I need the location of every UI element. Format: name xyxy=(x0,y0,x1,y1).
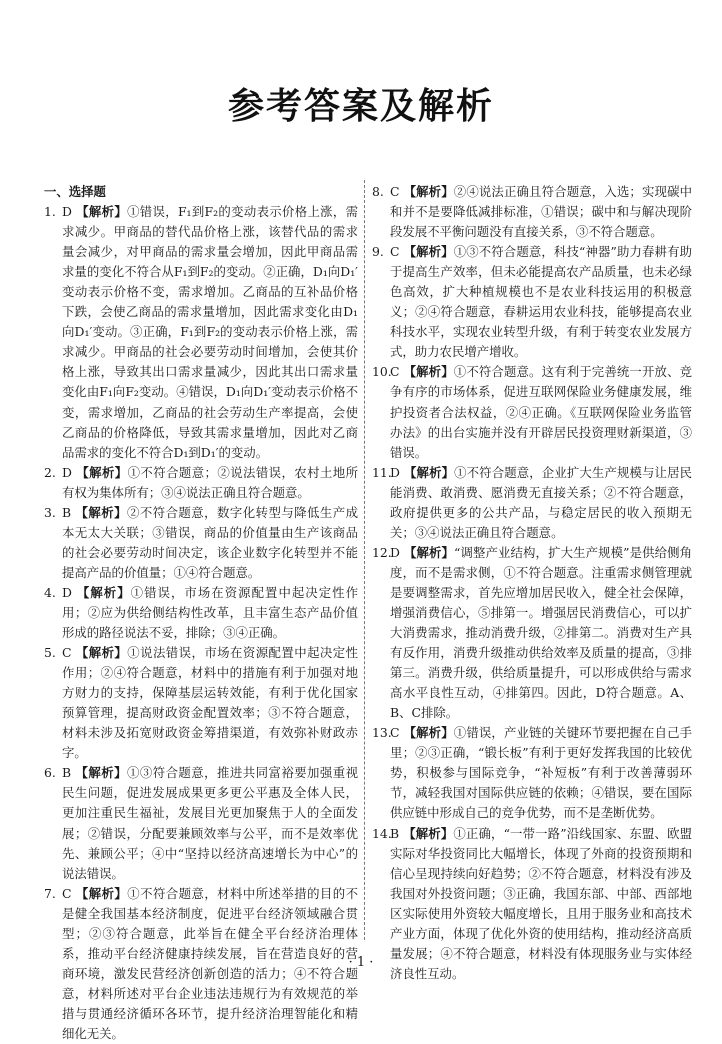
analysis-text: ②不符合题意，数字化转型与降低生产成本无太大关联；③错误，商品的价值量由生产该商品的社会必要劳动时间决定，该企业数字化转型并不能提高产品的价值量；①④符合题意。 xyxy=(62,504,359,580)
answer-item xyxy=(44,202,358,463)
analysis-tag: 【解析】 xyxy=(403,184,454,199)
analysis-text: ①错误，F₁到F₂的变动表示价格上涨，需求减少。甲商品的替代品价格上涨，该替代品的需求量会减少，对甲商品的需求量会增加，因此甲商品需求量的变化不符合从F₁到F₂的变动。②正确，D₁向D₁′变动表示价格不变，需求增加。乙商品的互补品价格下跌，会使乙商品的需求量增加，因此需求变化由D₁向D₁′变动。③正确，F₁到F₂的变动表示价格上涨，需求减少。甲商品的社会必要劳动时间增加，会使其价格上涨，导致其出口需求量减少，因此其出口需求量变化由F₁向F₂变动。④错误，D₁向D₁′变动表示价格不变，需求增加，乙商品的社会劳动生产率提高，会使乙商品的价格降低，导致其需求量增加，因此对乙商品需求的变化不符合D₁到D₁′的变动。 xyxy=(62,204,358,460)
analysis-tag: 【解析】 xyxy=(404,464,455,480)
analysis-text: ①不符合题意，企业扩大生产规模与让居民能消费、敢消费、愿消费无直接关系；②不符合题意，政府提供更多的公共产品，与稳定居民的收入预期无关；③④说法正确且符合题意。 xyxy=(390,464,692,540)
answer-item xyxy=(372,543,692,723)
answer-choice: B xyxy=(62,765,72,781)
analysis-tag: 【解析】 xyxy=(403,725,454,741)
analysis-text: ①不符合题意；②说法错误，农村土地所有权为集体所有；③④说法正确且符合题意。 xyxy=(62,464,358,500)
analysis-text: ①错误，市场在资源配置中起决定性作用；②应为供给侧结构性改革，且丰富生态产品价值形成的路径说法不妥，排除；③④正确。 xyxy=(62,584,359,641)
answer-item xyxy=(44,583,358,643)
analysis-text: ①错误，产业链的关键环节要把握在自己手里；②③正确，“锻长板”有利于更好发挥我国的比较优势，积极参与国际竞争，“补短板”有利于改善薄弱环节，减轻我国对国际供应链的依赖；④错误，要在国际供应链中形成自己的竞争优势，而不是垄断优势。 xyxy=(390,725,693,821)
left-column xyxy=(44,182,358,1044)
answer-choice: D xyxy=(62,204,72,220)
answer-number: 12. xyxy=(372,544,392,560)
answer-number: 9. xyxy=(372,244,384,260)
analysis-text: ①③符合题意，推进共同富裕要加强重视民生问题，促进发展成果更多更公平惠及全体人民，更加注重民生福祉，发展目光更加聚焦于人的全面发展；②错误，分配要兼顾效率与公平，而不是效率优先、兼顾公平；④中“坚持以经济高速增长为中心”的说法错误。 xyxy=(62,765,359,881)
answer-choice: C xyxy=(390,184,400,199)
analysis-tag: 【解析】 xyxy=(76,584,131,600)
analysis-text: ②④说法正确且符合题意，入选；实现碳中和并不是要降低减排标准，①错误；碳中和与解决现阶段发展不平衡问题没有直接关系，③不符合题意。 xyxy=(390,184,693,240)
analysis-tag: 【解析】 xyxy=(75,885,128,901)
analysis-text: ①③不符合题意，科技“神器”助力春耕有助于提高生产效率，但未必能提高农产品质量，也未必绿色高效，扩大种植规模也不是农业科技运用的积极意义；②④符合题意，春耕运用农业科技，能够提高农业科技水平，实现农业转型升级，有利于转变农业发展方式，助力农民增产增收。 xyxy=(390,244,692,360)
answer-item xyxy=(372,362,692,462)
page-title: 参考答案及解析 xyxy=(227,86,494,127)
answer-item xyxy=(44,643,358,763)
answer-number: 11. xyxy=(372,464,392,480)
analysis-tag: 【解析】 xyxy=(76,204,128,220)
answer-choice: D xyxy=(62,464,72,480)
answer-number: 10. xyxy=(372,364,392,380)
answer-choice: D xyxy=(62,584,72,600)
answer-choice: B xyxy=(390,825,400,841)
answer-choice: C xyxy=(62,885,72,901)
analysis-tag: 【解析】 xyxy=(75,504,127,520)
analysis-text: ①不符合题意。这有利于完善统一开放、竞争有序的市场体系，促进互联网保险业务健康发展，维护投资者合法权益，②④正确。《互联网保险业务监管办法》的出台实施并没有开辟居民投资理财新渠道，③错误。 xyxy=(390,364,693,460)
analysis-text: ①正确，“一带一路”沿线国家、东盟、欧盟实际对华投资同比大幅增长，体现了外商的投资预期和信心呈现持续向好趋势；②不符合题意，材料没有涉及我国对外投资问题；③正确，我国东部、中部、西部地区实际使用外资较大幅度增长，且用于服务业和高技术产业方面，体现了优化外资的使用结构，推动经济高质量发展；④不符合题意，材料没有体现服务业与实体经济良性互动。 xyxy=(390,825,692,981)
answer-choice: C xyxy=(390,725,400,741)
right-column xyxy=(372,182,692,984)
answer-number: 3. xyxy=(44,504,56,520)
answer-number: 8. xyxy=(372,184,384,199)
analysis-tag: 【解析】 xyxy=(403,244,454,260)
answer-item xyxy=(44,503,358,583)
answer-number: 5. xyxy=(44,645,56,661)
analysis-tag: 【解析】 xyxy=(75,765,127,781)
answer-choice: D xyxy=(390,544,400,560)
answer-choice: D xyxy=(390,464,400,480)
answer-choice: C xyxy=(390,364,400,380)
answer-number: 1. xyxy=(44,204,56,220)
answer-item xyxy=(44,463,358,503)
analysis-tag: 【解析】 xyxy=(403,825,454,841)
analysis-tag: 【解析】 xyxy=(403,364,454,380)
analysis-tag: 【解析】 xyxy=(76,464,128,480)
analysis-tag: 【解析】 xyxy=(75,645,128,661)
answer-number: 2. xyxy=(44,464,56,480)
analysis-text: “调整产业结构，扩大生产规模”是供给侧角度，而不是需求侧，①不符合题意。注重需求侧管理就是要调整需求，首先应增加居民收入，健全社会保障，增强消费信心，⑤排第一。增强居民消费信心，可以扩大消费需求，推动消费升级，②排第二。消费对生产具有反作用，消费升级推动供给效率及质量的提高，③排第三。消费升级，供给质量提升，可以形成供给与需求高水平良性互动，④排第四。因此，D符合题意。A、B、C排除。 xyxy=(390,544,692,721)
answer-choice: C xyxy=(62,645,72,661)
section-title: 一、选择题 xyxy=(44,184,106,199)
answer-item xyxy=(372,463,692,543)
answer-number: 4. xyxy=(44,584,56,600)
answer-item xyxy=(372,242,692,362)
answer-choice: C xyxy=(390,244,400,260)
answer-item xyxy=(44,763,358,883)
column-divider xyxy=(364,180,365,940)
answer-item xyxy=(372,182,692,242)
analysis-tag: 【解析】 xyxy=(404,544,455,560)
analysis-text: ①不符合题意，材料中所述举措的目的不是健全我国基本经济制度，促进平台经济领域融合贯型；②③符合题意，此举旨在健全平台经济治理体系，推动平台经济健康持续发展，旨在营造良好的营商环境，激发民营经济创新创造的活力；④不符合题意，材料所述对平台企业违法违规行为有效规范的举措与贯通经济循环各环节，提升经济治理智能化和精细化无关。 xyxy=(62,885,358,1041)
answer-item xyxy=(372,723,692,823)
answer-choice: B xyxy=(62,504,72,520)
analysis-text: ①说法错误，市场在资源配置中起决定性作用；②④符合题意，材料中的措施有利于加强对地方财力的支持，保障基层运转效能，有利于优化国家预算管理，提高财政资金配置效率；③不符合题意，材料未涉及拓宽财政资金筹措渠道，有效弥补财政赤字。 xyxy=(62,645,358,761)
answer-number: 6. xyxy=(44,765,56,781)
answer-number: 14. xyxy=(372,825,392,841)
answer-number: 7. xyxy=(44,885,56,901)
answer-number: 13. xyxy=(372,725,392,741)
page-number: · 1 · xyxy=(348,955,374,970)
